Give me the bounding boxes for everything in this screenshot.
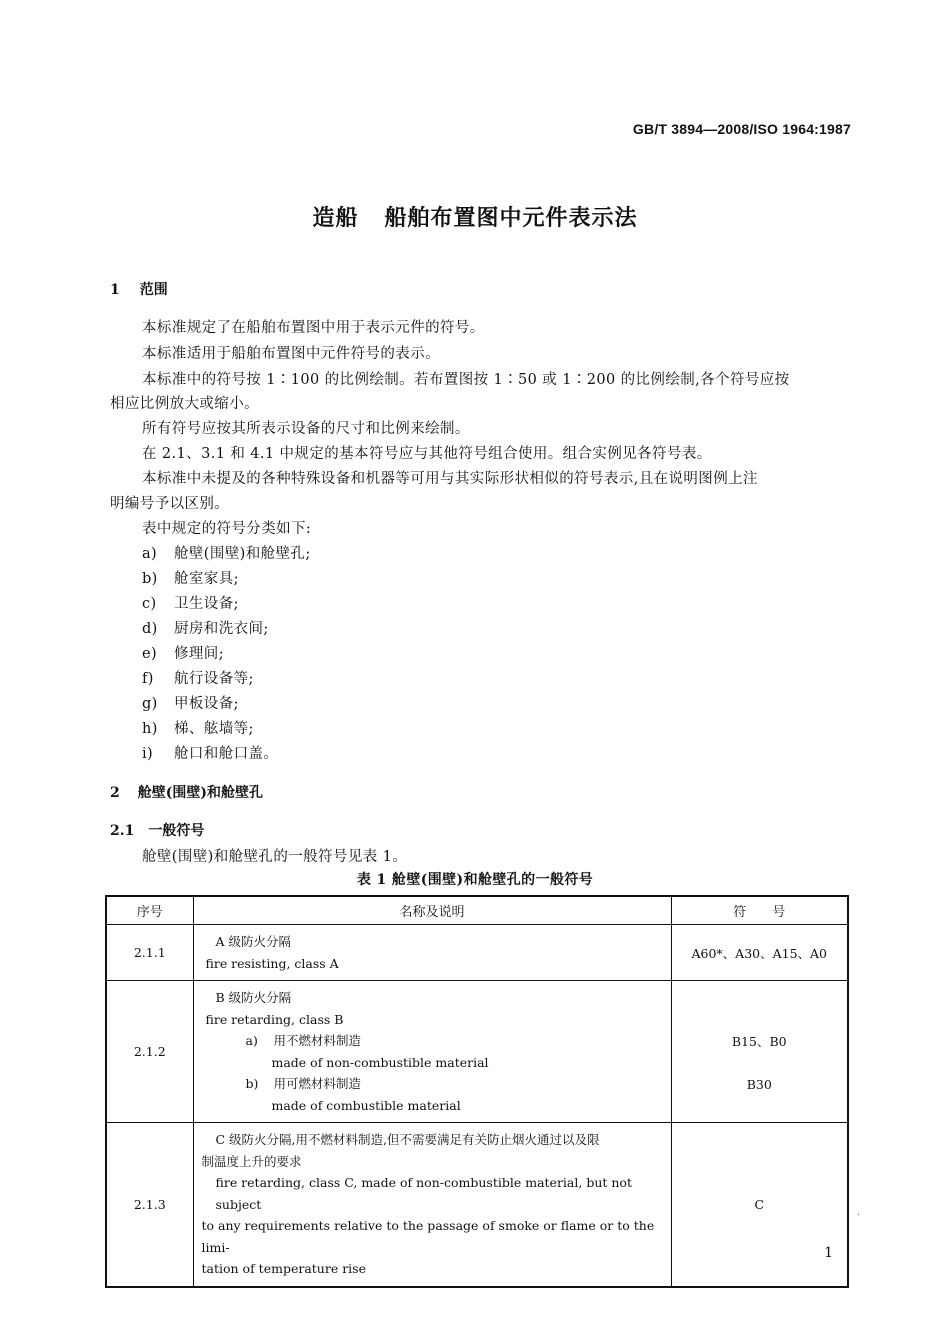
list-text: 厨房和洗衣间; bbox=[174, 621, 269, 637]
section-2-number: 2 bbox=[110, 785, 120, 801]
list-letter: a) bbox=[142, 546, 158, 562]
list-letter: g) bbox=[142, 696, 158, 712]
paragraph: 相应比例放大或缩小。 bbox=[110, 396, 259, 412]
desc-en: fire retarding, class B bbox=[205, 1011, 344, 1027]
row-number: 2.1.1 bbox=[106, 925, 193, 981]
desc-cn-1: C 级防火分隔,用不燃材料制造,但不需要满足有关防止烟火通过以及限 bbox=[215, 1132, 600, 1147]
list-item bbox=[142, 592, 239, 613]
paragraph: 所有符号应按其所表示设备的尺寸和比例来绘制。 bbox=[142, 421, 470, 437]
sub-letter: b) bbox=[245, 1076, 259, 1091]
section-2-1-heading bbox=[110, 820, 204, 840]
paragraph: 本标准中未提及的各种特殊设备和机器等可用与其实际形状相似的符号表示,且在说明图例上注 bbox=[142, 471, 758, 487]
list-text: 航行设备等; bbox=[174, 671, 254, 687]
desc-en-2: to any requirements relative to the passage of smoke or flame or to the limi- bbox=[201, 1218, 655, 1255]
row-description bbox=[193, 925, 671, 981]
list-item bbox=[142, 717, 254, 738]
paragraph: 表中规定的符号分类如下: bbox=[142, 521, 312, 537]
list-item bbox=[142, 542, 311, 563]
list-text: 甲板设备; bbox=[174, 696, 239, 712]
section-2-1-title: 一般符号 bbox=[148, 823, 205, 839]
list-letter: f) bbox=[142, 671, 154, 687]
desc-en-3: tation of temperature rise bbox=[201, 1261, 366, 1276]
page-number: 1 bbox=[824, 1245, 833, 1261]
paragraph: 本标准中的符号按 1∶100 的比例绘制。若布置图按 1∶50 或 1∶200 的比例绘制,各个符号应按 bbox=[142, 372, 790, 388]
row-symbol: A60*、A30、A15、A0 bbox=[671, 925, 848, 981]
sub-cn: 用不燃材料制造 bbox=[273, 1033, 362, 1048]
row-description bbox=[193, 981, 671, 1123]
list-text: 舱口和舱口盖。 bbox=[174, 746, 279, 762]
list-letter: h) bbox=[142, 721, 158, 737]
list-item bbox=[142, 692, 239, 713]
desc-sub-a-en: made of non-combustible material bbox=[271, 1054, 489, 1070]
header-serial-no: 序号 bbox=[106, 896, 193, 925]
section-1-number: 1 bbox=[110, 282, 120, 298]
scan-speck: · bbox=[856, 1210, 860, 1221]
title-part-1: 造船 bbox=[312, 205, 359, 231]
list-item bbox=[142, 667, 254, 688]
row-number: 2.1.2 bbox=[106, 981, 193, 1123]
section-1-title: 范围 bbox=[139, 282, 168, 298]
table-row bbox=[106, 981, 848, 1123]
symbol-a: B15、B0 bbox=[731, 1034, 787, 1049]
paragraph: 本标准规定了在船舶布置图中用于表示元件的符号。 bbox=[142, 320, 485, 336]
list-text: 卫生设备; bbox=[174, 596, 239, 612]
section-1-heading bbox=[110, 279, 168, 299]
table-caption: 表 1 舱壁(围壁)和舱壁孔的一般符号 bbox=[356, 872, 594, 888]
list-item bbox=[142, 617, 269, 638]
desc-sub-a bbox=[216, 1030, 663, 1052]
table-row bbox=[106, 1123, 848, 1287]
list-letter: i) bbox=[142, 746, 154, 762]
paragraph: 在 2.1、3.1 和 4.1 中规定的基本符号应与其他符号组合使用。组合实例见各符号表。 bbox=[142, 446, 712, 462]
header-symbol: 符 号 bbox=[671, 896, 848, 925]
document-title bbox=[0, 201, 950, 232]
section-2-1-number: 2.1 bbox=[110, 823, 135, 839]
desc-sub-b-en: made of combustible material bbox=[271, 1097, 461, 1113]
section-2-title: 舱壁(围壁)和舱壁孔 bbox=[137, 785, 263, 801]
row-symbol: C bbox=[671, 1123, 848, 1287]
sub-cn: 用可燃材料制造 bbox=[273, 1076, 362, 1091]
list-text: 梯、舷墙等; bbox=[174, 721, 254, 737]
row-description bbox=[193, 1123, 671, 1287]
desc-sub-b bbox=[216, 1073, 663, 1095]
title-part-2: 船舶布置图中元件表示法 bbox=[384, 205, 638, 231]
list-letter: b) bbox=[142, 571, 158, 587]
desc-cn: A 级防火分隔 bbox=[215, 934, 292, 949]
list-letter: c) bbox=[142, 596, 157, 612]
list-item bbox=[142, 742, 278, 763]
header-name-description: 名称及说明 bbox=[193, 896, 671, 925]
table-row bbox=[106, 925, 848, 981]
section-2-heading bbox=[110, 782, 263, 802]
paragraph: 本标准适用于船舶布置图中元件符号的表示。 bbox=[142, 346, 440, 362]
desc-cn: B 级防火分隔 bbox=[215, 990, 292, 1005]
sub-letter: a) bbox=[245, 1033, 258, 1048]
row-symbol bbox=[671, 981, 848, 1123]
list-text: 舱室家具; bbox=[174, 571, 239, 587]
table-header-row bbox=[106, 896, 848, 925]
row-number: 2.1.3 bbox=[106, 1123, 193, 1287]
list-item bbox=[142, 567, 239, 588]
list-item bbox=[142, 642, 224, 663]
standard-number: GB/T 3894—2008/ISO 1964:1987 bbox=[632, 121, 851, 137]
paragraph: 明编号予以区别。 bbox=[110, 496, 230, 512]
list-text: 修理间; bbox=[174, 646, 224, 662]
desc-en: fire resisting, class A bbox=[205, 955, 339, 971]
list-letter: d) bbox=[142, 621, 158, 637]
paragraph: 舱壁(围壁)和舱壁孔的一般符号见表 1。 bbox=[142, 849, 408, 865]
symbol-table bbox=[105, 895, 849, 1288]
desc-cn-2: 制温度上升的要求 bbox=[201, 1153, 302, 1169]
list-letter: e) bbox=[142, 646, 158, 662]
list-text: 舱壁(围壁)和舱壁孔; bbox=[174, 546, 311, 562]
symbol-b: B30 bbox=[746, 1077, 772, 1092]
desc-en-1: fire retarding, class C, made of non-combustible material, but not subject bbox=[215, 1175, 632, 1212]
